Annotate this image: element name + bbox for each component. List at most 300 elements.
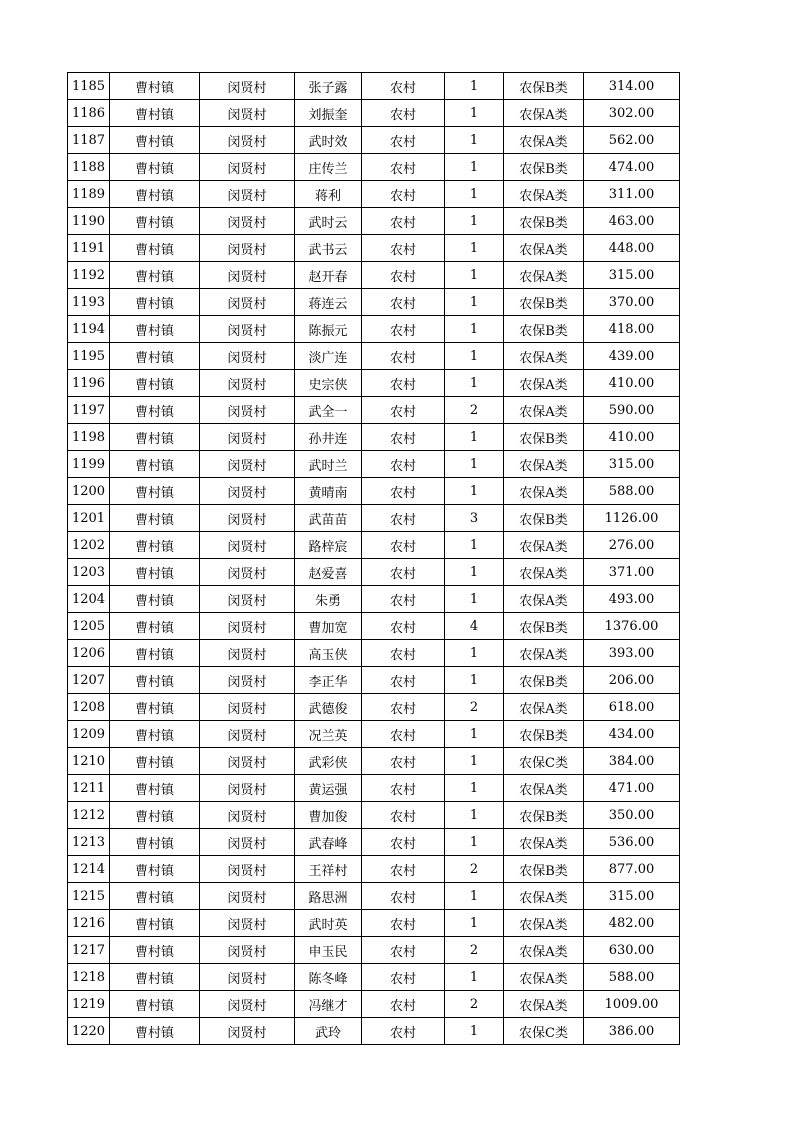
row-number-cell: 1220: [68, 1018, 110, 1045]
insurance-category-cell: 农保A类: [504, 937, 584, 964]
family-size-cell: 2: [445, 937, 504, 964]
name-cell: 陈冬峰: [295, 964, 362, 991]
row-number-cell: 1199: [68, 451, 110, 478]
row-number-cell: 1219: [68, 991, 110, 1018]
amount-cell: 315.00: [584, 451, 680, 478]
town-cell: 曹村镇: [110, 748, 200, 775]
town-cell: 曹村镇: [110, 667, 200, 694]
insurance-category-cell: 农保C类: [504, 748, 584, 775]
insurance-category-cell: 农保B类: [504, 613, 584, 640]
amount-cell: 302.00: [584, 100, 680, 127]
name-cell: 刘振奎: [295, 100, 362, 127]
insurance-category-cell: 农保B类: [504, 289, 584, 316]
town-cell: 曹村镇: [110, 181, 200, 208]
village-cell: 闵贤村: [200, 802, 295, 829]
table-row: [68, 451, 680, 478]
insurance-category-cell: 农保A类: [504, 397, 584, 424]
household-type-cell: 农村: [362, 532, 445, 559]
town-cell: 曹村镇: [110, 370, 200, 397]
table-row: [68, 964, 680, 991]
row-number-cell: 1194: [68, 316, 110, 343]
household-type-cell: 农村: [362, 667, 445, 694]
name-cell: 赵爱喜: [295, 559, 362, 586]
row-number-cell: 1189: [68, 181, 110, 208]
insurance-category-cell: 农保A类: [504, 100, 584, 127]
amount-cell: 618.00: [584, 694, 680, 721]
row-number-cell: 1187: [68, 127, 110, 154]
name-cell: 武时云: [295, 208, 362, 235]
name-cell: 路梓宸: [295, 532, 362, 559]
town-cell: 曹村镇: [110, 991, 200, 1018]
name-cell: 武苗苗: [295, 505, 362, 532]
row-number-cell: 1208: [68, 694, 110, 721]
amount-cell: 410.00: [584, 370, 680, 397]
village-cell: 闵贤村: [200, 937, 295, 964]
household-type-cell: 农村: [362, 370, 445, 397]
table-row: [68, 154, 680, 181]
town-cell: 曹村镇: [110, 640, 200, 667]
name-cell: 武全一: [295, 397, 362, 424]
table-row: [68, 532, 680, 559]
insurance-category-cell: 农保A类: [504, 559, 584, 586]
name-cell: 蒋利: [295, 181, 362, 208]
amount-cell: 439.00: [584, 343, 680, 370]
town-cell: 曹村镇: [110, 613, 200, 640]
row-number-cell: 1188: [68, 154, 110, 181]
table-row: [68, 613, 680, 640]
household-type-cell: 农村: [362, 397, 445, 424]
table-row: [68, 181, 680, 208]
row-number-cell: 1209: [68, 721, 110, 748]
town-cell: 曹村镇: [110, 1018, 200, 1045]
row-number-cell: 1211: [68, 775, 110, 802]
town-cell: 曹村镇: [110, 775, 200, 802]
insurance-category-cell: 农保A类: [504, 451, 584, 478]
amount-cell: 1126.00: [584, 505, 680, 532]
village-cell: 闵贤村: [200, 235, 295, 262]
row-number-cell: 1200: [68, 478, 110, 505]
household-type-cell: 农村: [362, 424, 445, 451]
amount-cell: 1009.00: [584, 991, 680, 1018]
household-type-cell: 农村: [362, 937, 445, 964]
insurance-category-cell: 农保A类: [504, 775, 584, 802]
name-cell: 冯继才: [295, 991, 362, 1018]
name-cell: 李正华: [295, 667, 362, 694]
village-cell: 闵贤村: [200, 775, 295, 802]
table-body: [68, 73, 680, 1045]
household-type-cell: 农村: [362, 910, 445, 937]
household-type-cell: 农村: [362, 316, 445, 343]
amount-cell: 315.00: [584, 262, 680, 289]
household-type-cell: 农村: [362, 613, 445, 640]
family-size-cell: 1: [445, 451, 504, 478]
town-cell: 曹村镇: [110, 937, 200, 964]
town-cell: 曹村镇: [110, 73, 200, 100]
name-cell: 朱勇: [295, 586, 362, 613]
village-cell: 闵贤村: [200, 100, 295, 127]
insurance-category-cell: 农保A类: [504, 262, 584, 289]
village-cell: 闵贤村: [200, 532, 295, 559]
family-size-cell: 1: [445, 73, 504, 100]
row-number-cell: 1210: [68, 748, 110, 775]
insurance-category-cell: 农保B类: [504, 505, 584, 532]
household-type-cell: 农村: [362, 127, 445, 154]
town-cell: 曹村镇: [110, 262, 200, 289]
family-size-cell: 2: [445, 991, 504, 1018]
insurance-category-cell: 农保A类: [504, 586, 584, 613]
village-cell: 闵贤村: [200, 910, 295, 937]
row-number-cell: 1204: [68, 586, 110, 613]
town-cell: 曹村镇: [110, 100, 200, 127]
row-number-cell: 1215: [68, 883, 110, 910]
household-type-cell: 农村: [362, 883, 445, 910]
household-type-cell: 农村: [362, 559, 445, 586]
family-size-cell: 2: [445, 856, 504, 883]
village-cell: 闵贤村: [200, 397, 295, 424]
insurance-category-cell: 农保B类: [504, 208, 584, 235]
village-cell: 闵贤村: [200, 73, 295, 100]
row-number-cell: 1186: [68, 100, 110, 127]
table-row: [68, 856, 680, 883]
insurance-category-cell: 农保A类: [504, 127, 584, 154]
town-cell: 曹村镇: [110, 451, 200, 478]
family-size-cell: 1: [445, 289, 504, 316]
amount-cell: 471.00: [584, 775, 680, 802]
table-row: [68, 775, 680, 802]
name-cell: 武德俊: [295, 694, 362, 721]
name-cell: 黄晴南: [295, 478, 362, 505]
insurance-category-cell: 农保B类: [504, 424, 584, 451]
table-row: [68, 478, 680, 505]
village-cell: 闵贤村: [200, 559, 295, 586]
household-type-cell: 农村: [362, 154, 445, 181]
household-type-cell: 农村: [362, 505, 445, 532]
town-cell: 曹村镇: [110, 154, 200, 181]
household-type-cell: 农村: [362, 289, 445, 316]
name-cell: 武春峰: [295, 829, 362, 856]
name-cell: 路思洲: [295, 883, 362, 910]
table-row: [68, 235, 680, 262]
household-type-cell: 农村: [362, 586, 445, 613]
town-cell: 曹村镇: [110, 343, 200, 370]
row-number-cell: 1213: [68, 829, 110, 856]
table-row: [68, 397, 680, 424]
town-cell: 曹村镇: [110, 802, 200, 829]
insurance-category-cell: 农保B类: [504, 721, 584, 748]
family-size-cell: 2: [445, 397, 504, 424]
amount-cell: 562.00: [584, 127, 680, 154]
amount-cell: 206.00: [584, 667, 680, 694]
amount-cell: 418.00: [584, 316, 680, 343]
family-size-cell: 2: [445, 694, 504, 721]
family-size-cell: 1: [445, 262, 504, 289]
village-cell: 闵贤村: [200, 451, 295, 478]
family-size-cell: 1: [445, 883, 504, 910]
household-type-cell: 农村: [362, 208, 445, 235]
row-number-cell: 1206: [68, 640, 110, 667]
village-cell: 闵贤村: [200, 829, 295, 856]
family-size-cell: 1: [445, 532, 504, 559]
table-row: [68, 127, 680, 154]
town-cell: 曹村镇: [110, 289, 200, 316]
village-cell: 闵贤村: [200, 964, 295, 991]
amount-cell: 276.00: [584, 532, 680, 559]
table-row: [68, 1018, 680, 1045]
table-row: [68, 586, 680, 613]
town-cell: 曹村镇: [110, 424, 200, 451]
insurance-category-cell: 农保A类: [504, 694, 584, 721]
name-cell: 武玲: [295, 1018, 362, 1045]
household-type-cell: 农村: [362, 262, 445, 289]
name-cell: 赵开春: [295, 262, 362, 289]
town-cell: 曹村镇: [110, 532, 200, 559]
town-cell: 曹村镇: [110, 694, 200, 721]
village-cell: 闵贤村: [200, 748, 295, 775]
village-cell: 闵贤村: [200, 640, 295, 667]
family-size-cell: 4: [445, 613, 504, 640]
name-cell: 武时效: [295, 127, 362, 154]
insurance-category-cell: 农保B类: [504, 856, 584, 883]
table-row: [68, 937, 680, 964]
table-row: [68, 289, 680, 316]
name-cell: 陈振元: [295, 316, 362, 343]
name-cell: 孙井连: [295, 424, 362, 451]
town-cell: 曹村镇: [110, 127, 200, 154]
table-row: [68, 694, 680, 721]
family-size-cell: 1: [445, 127, 504, 154]
family-size-cell: 1: [445, 910, 504, 937]
amount-cell: 588.00: [584, 478, 680, 505]
family-size-cell: 1: [445, 370, 504, 397]
amount-cell: 434.00: [584, 721, 680, 748]
family-size-cell: 1: [445, 640, 504, 667]
name-cell: 曹加俊: [295, 802, 362, 829]
family-size-cell: 1: [445, 721, 504, 748]
row-number-cell: 1190: [68, 208, 110, 235]
insurance-category-cell: 农保B类: [504, 73, 584, 100]
village-cell: 闵贤村: [200, 721, 295, 748]
amount-cell: 474.00: [584, 154, 680, 181]
table-row: [68, 829, 680, 856]
family-size-cell: 1: [445, 478, 504, 505]
amount-cell: 384.00: [584, 748, 680, 775]
village-cell: 闵贤村: [200, 505, 295, 532]
name-cell: 况兰英: [295, 721, 362, 748]
town-cell: 曹村镇: [110, 208, 200, 235]
table-row: [68, 910, 680, 937]
amount-cell: 386.00: [584, 1018, 680, 1045]
family-size-cell: 1: [445, 667, 504, 694]
name-cell: 淡广连: [295, 343, 362, 370]
insurance-category-cell: 农保A类: [504, 883, 584, 910]
row-number-cell: 1207: [68, 667, 110, 694]
name-cell: 蒋连云: [295, 289, 362, 316]
row-number-cell: 1212: [68, 802, 110, 829]
family-size-cell: 1: [445, 181, 504, 208]
insurance-category-cell: 农保A类: [504, 640, 584, 667]
name-cell: 申玉民: [295, 937, 362, 964]
amount-cell: 315.00: [584, 883, 680, 910]
town-cell: 曹村镇: [110, 505, 200, 532]
family-size-cell: 1: [445, 208, 504, 235]
amount-cell: 371.00: [584, 559, 680, 586]
insurance-category-cell: 农保A类: [504, 991, 584, 1018]
family-size-cell: 1: [445, 424, 504, 451]
village-cell: 闵贤村: [200, 127, 295, 154]
amount-cell: 370.00: [584, 289, 680, 316]
insurance-category-cell: 农保B类: [504, 802, 584, 829]
household-type-cell: 农村: [362, 73, 445, 100]
family-size-cell: 1: [445, 964, 504, 991]
village-cell: 闵贤村: [200, 856, 295, 883]
household-type-cell: 农村: [362, 694, 445, 721]
row-number-cell: 1193: [68, 289, 110, 316]
household-type-cell: 农村: [362, 856, 445, 883]
amount-cell: 311.00: [584, 181, 680, 208]
family-size-cell: 1: [445, 775, 504, 802]
household-type-cell: 农村: [362, 802, 445, 829]
amount-cell: 482.00: [584, 910, 680, 937]
insurance-category-cell: 农保A类: [504, 343, 584, 370]
table-row: [68, 991, 680, 1018]
family-size-cell: 1: [445, 1018, 504, 1045]
village-cell: 闵贤村: [200, 991, 295, 1018]
town-cell: 曹村镇: [110, 964, 200, 991]
table-row: [68, 262, 680, 289]
village-cell: 闵贤村: [200, 316, 295, 343]
table-row: [68, 640, 680, 667]
family-size-cell: 1: [445, 559, 504, 586]
table-row: [68, 73, 680, 100]
household-type-cell: 农村: [362, 640, 445, 667]
row-number-cell: 1216: [68, 910, 110, 937]
table-row: [68, 802, 680, 829]
town-cell: 曹村镇: [110, 316, 200, 343]
row-number-cell: 1196: [68, 370, 110, 397]
row-number-cell: 1202: [68, 532, 110, 559]
village-cell: 闵贤村: [200, 343, 295, 370]
amount-cell: 493.00: [584, 586, 680, 613]
name-cell: 武彩侠: [295, 748, 362, 775]
village-cell: 闵贤村: [200, 370, 295, 397]
name-cell: 高玉侠: [295, 640, 362, 667]
family-size-cell: 1: [445, 586, 504, 613]
table-row: [68, 208, 680, 235]
family-size-cell: 1: [445, 748, 504, 775]
amount-cell: 1376.00: [584, 613, 680, 640]
household-type-cell: 农村: [362, 451, 445, 478]
insurance-category-cell: 农保A类: [504, 532, 584, 559]
table-row: [68, 883, 680, 910]
amount-cell: 463.00: [584, 208, 680, 235]
village-cell: 闵贤村: [200, 667, 295, 694]
row-number-cell: 1197: [68, 397, 110, 424]
village-cell: 闵贤村: [200, 424, 295, 451]
row-number-cell: 1217: [68, 937, 110, 964]
town-cell: 曹村镇: [110, 829, 200, 856]
row-number-cell: 1218: [68, 964, 110, 991]
name-cell: 黄运强: [295, 775, 362, 802]
town-cell: 曹村镇: [110, 883, 200, 910]
family-size-cell: 1: [445, 343, 504, 370]
insurance-category-cell: 农保A类: [504, 235, 584, 262]
village-cell: 闵贤村: [200, 262, 295, 289]
name-cell: 张子露: [295, 73, 362, 100]
household-type-cell: 农村: [362, 343, 445, 370]
town-cell: 曹村镇: [110, 721, 200, 748]
table-row: [68, 343, 680, 370]
table-row: [68, 370, 680, 397]
table-row: [68, 721, 680, 748]
name-cell: 武时英: [295, 910, 362, 937]
row-number-cell: 1185: [68, 73, 110, 100]
village-cell: 闵贤村: [200, 694, 295, 721]
family-size-cell: 1: [445, 316, 504, 343]
row-number-cell: 1201: [68, 505, 110, 532]
town-cell: 曹村镇: [110, 397, 200, 424]
row-number-cell: 1205: [68, 613, 110, 640]
row-number-cell: 1192: [68, 262, 110, 289]
household-type-cell: 农村: [362, 235, 445, 262]
amount-cell: 588.00: [584, 964, 680, 991]
household-type-cell: 农村: [362, 775, 445, 802]
town-cell: 曹村镇: [110, 856, 200, 883]
name-cell: 王祥村: [295, 856, 362, 883]
town-cell: 曹村镇: [110, 910, 200, 937]
row-number-cell: 1198: [68, 424, 110, 451]
village-cell: 闵贤村: [200, 586, 295, 613]
village-cell: 闵贤村: [200, 181, 295, 208]
table-row: [68, 424, 680, 451]
town-cell: 曹村镇: [110, 235, 200, 262]
village-cell: 闵贤村: [200, 208, 295, 235]
name-cell: 史宗侠: [295, 370, 362, 397]
amount-cell: 590.00: [584, 397, 680, 424]
household-type-cell: 农村: [362, 181, 445, 208]
row-number-cell: 1203: [68, 559, 110, 586]
insurance-category-cell: 农保A类: [504, 829, 584, 856]
row-number-cell: 1195: [68, 343, 110, 370]
table-row: [68, 667, 680, 694]
village-cell: 闵贤村: [200, 883, 295, 910]
family-size-cell: 1: [445, 829, 504, 856]
family-size-cell: 1: [445, 235, 504, 262]
household-type-cell: 农村: [362, 991, 445, 1018]
household-type-cell: 农村: [362, 964, 445, 991]
family-size-cell: 1: [445, 154, 504, 181]
village-cell: 闵贤村: [200, 478, 295, 505]
village-cell: 闵贤村: [200, 154, 295, 181]
amount-cell: 877.00: [584, 856, 680, 883]
family-size-cell: 1: [445, 802, 504, 829]
insurance-category-cell: 农保B类: [504, 154, 584, 181]
insurance-category-cell: 农保A类: [504, 964, 584, 991]
household-type-cell: 农村: [362, 100, 445, 127]
amount-cell: 630.00: [584, 937, 680, 964]
household-type-cell: 农村: [362, 721, 445, 748]
row-number-cell: 1214: [68, 856, 110, 883]
table-row: [68, 748, 680, 775]
town-cell: 曹村镇: [110, 478, 200, 505]
name-cell: 武时兰: [295, 451, 362, 478]
insurance-category-cell: 农保A类: [504, 181, 584, 208]
village-cell: 闵贤村: [200, 1018, 295, 1045]
table-row: [68, 316, 680, 343]
family-size-cell: 1: [445, 100, 504, 127]
insurance-category-cell: 农保A类: [504, 370, 584, 397]
amount-cell: 350.00: [584, 802, 680, 829]
name-cell: 庄传兰: [295, 154, 362, 181]
